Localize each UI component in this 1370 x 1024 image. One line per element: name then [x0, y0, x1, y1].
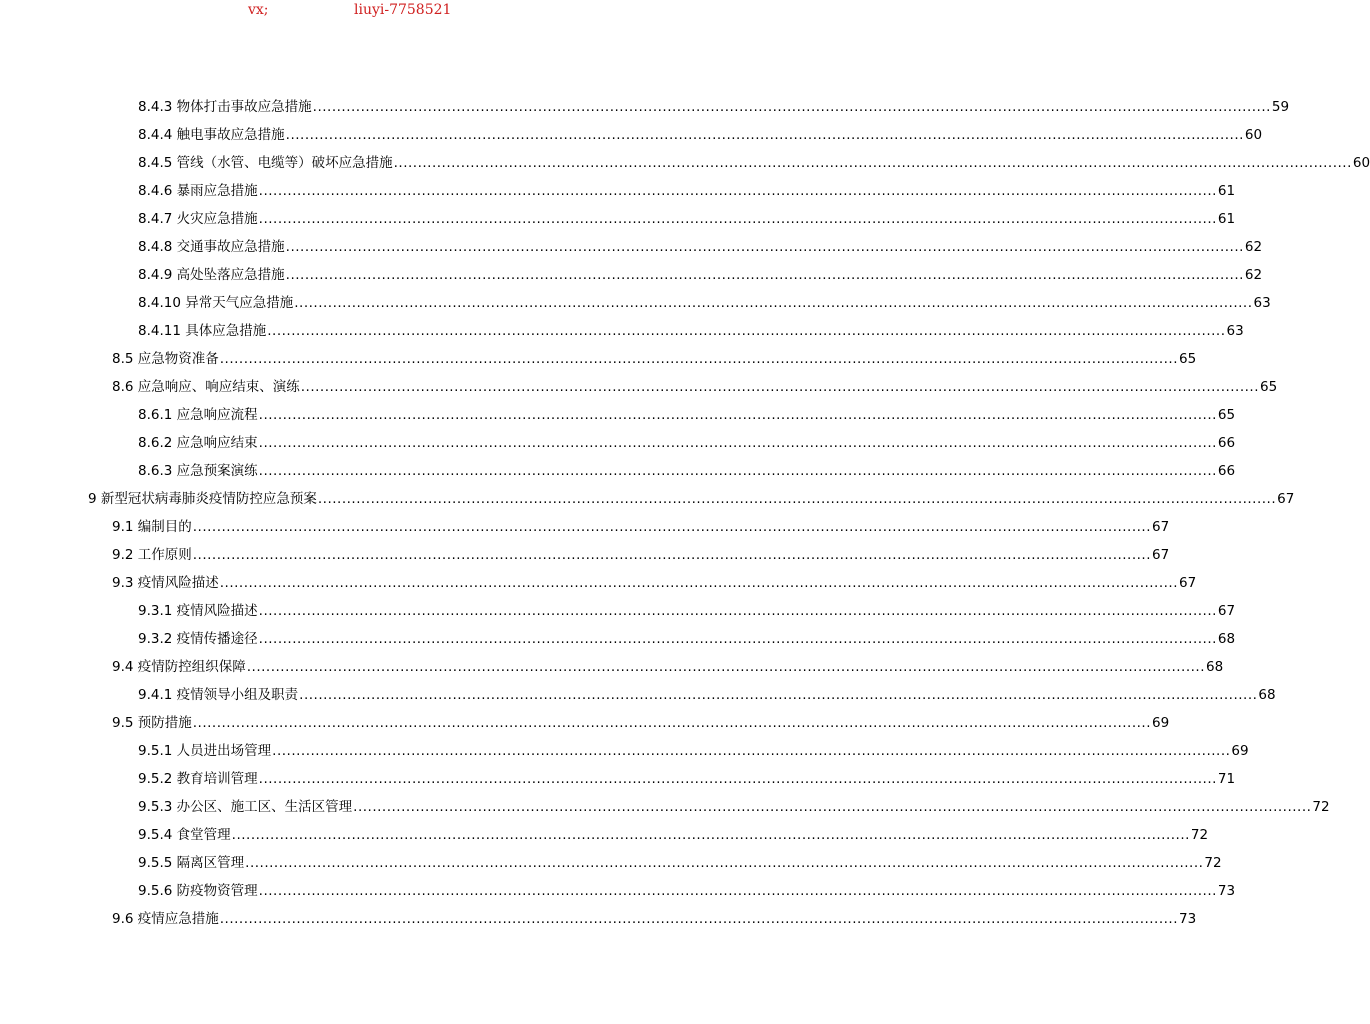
toc-dot-leader: ........................................................................................................................................................................................................	[246, 659, 1206, 675]
toc-dot-leader: ........................................................................................................................................................................................................	[258, 183, 1217, 199]
toc-entry-page-number: 62	[1244, 267, 1263, 283]
toc-entry-page-number: 67	[1152, 547, 1170, 563]
toc-entry-title: 8.6.2 应急响应结束	[138, 435, 258, 451]
toc-dot-leader: ........................................................................................................................................................................................................	[219, 351, 1179, 367]
toc-entry[interactable]	[0, 177, 1236, 205]
toc-entry-title: 9.1 编制目的	[112, 519, 192, 535]
toc-entry[interactable]	[0, 793, 1330, 821]
toc-entry[interactable]	[0, 597, 1236, 625]
toc-dot-leader: ........................................................................................................................................................................................................	[192, 519, 1152, 535]
toc-entry[interactable]	[0, 681, 1276, 709]
toc-dot-leader: ........................................................................................................................................................................................................	[267, 323, 1226, 339]
toc-dot-leader: ........................................................................................................................................................................................................	[258, 463, 1217, 479]
toc-dot-leader: ........................................................................................................................................................................................................	[299, 687, 1258, 703]
toc-entry[interactable]	[0, 233, 1263, 261]
toc-entry-page-number: 68	[1217, 631, 1236, 647]
toc-entry[interactable]	[0, 373, 1278, 401]
toc-entry-title: 9 新型冠状病毒肺炎疫情防控应急预案	[88, 491, 317, 507]
toc-entry-page-number: 66	[1217, 435, 1236, 451]
toc-dot-leader: ........................................................................................................................................................................................................	[285, 239, 1244, 255]
toc-entry-page-number: 72	[1190, 827, 1209, 843]
toc-entry[interactable]	[0, 261, 1263, 289]
toc-dot-leader: ........................................................................................................................................................................................................	[272, 743, 1231, 759]
toc-entry-title: 9.5.6 防疫物资管理	[138, 883, 258, 899]
toc-entry-page-number: 71	[1217, 771, 1236, 787]
toc-entry-title: 9.5 预防措施	[112, 715, 192, 731]
toc-entry[interactable]	[0, 905, 1197, 933]
toc-entry[interactable]	[0, 569, 1197, 597]
toc-entry[interactable]	[0, 877, 1236, 905]
toc-entry-page-number: 61	[1217, 211, 1236, 227]
toc-dot-leader: ........................................................................................................................................................................................................	[192, 547, 1152, 563]
toc-entry-title: 8.6 应急响应、响应结束、演练	[112, 379, 300, 395]
toc-dot-leader: ........................................................................................................................................................................................................	[285, 127, 1244, 143]
toc-entry-page-number: 62	[1244, 239, 1263, 255]
toc-entry-title: 8.4.8 交通事故应急措施	[138, 239, 285, 255]
toc-entry-page-number: 68	[1258, 687, 1276, 703]
toc-entry-page-number: 61	[1217, 183, 1236, 199]
toc-entry-title: 8.5 应急物资准备	[112, 351, 219, 367]
toc-entry[interactable]	[0, 317, 1244, 345]
toc-entry[interactable]	[0, 513, 1170, 541]
toc-entry-title: 8.4.11 具体应急措施	[138, 323, 267, 339]
toc-dot-leader: ........................................................................................................................................................................................................	[245, 855, 1204, 871]
toc-entry-page-number: 65	[1217, 407, 1236, 423]
toc-entry[interactable]	[0, 121, 1263, 149]
toc-dot-leader: ........................................................................................................................................................................................................	[294, 295, 1253, 311]
toc-entry-page-number: 63	[1226, 323, 1244, 339]
toc-entry[interactable]	[0, 429, 1236, 457]
toc-entry-title: 8.4.9 高处坠落应急措施	[138, 267, 285, 283]
toc-dot-leader: ........................................................................................................................................................................................................	[231, 827, 1190, 843]
toc-entry-page-number: 67	[1179, 575, 1197, 591]
toc-entry[interactable]	[0, 849, 1222, 877]
toc-entry-title: 9.5.5 隔离区管理	[138, 855, 245, 871]
toc-dot-leader: ........................................................................................................................................................................................................	[258, 631, 1217, 647]
toc-entry[interactable]	[0, 737, 1249, 765]
toc-entry[interactable]	[0, 205, 1236, 233]
toc-entry-title: 8.4.6 暴雨应急措施	[138, 183, 258, 199]
toc-entry[interactable]	[0, 765, 1236, 793]
toc-entry-page-number: 72	[1312, 799, 1330, 815]
toc-entry[interactable]	[0, 653, 1224, 681]
toc-dot-leader: ........................................................................................................................................................................................................	[285, 267, 1244, 283]
toc-entry-title: 8.6.3 应急预案演练	[138, 463, 258, 479]
toc-dot-leader: ........................................................................................................................................................................................................	[317, 491, 1277, 507]
table-of-contents	[0, 93, 1370, 933]
toc-entry-title: 9.5.4 食堂管理	[138, 827, 231, 843]
toc-entry[interactable]	[0, 457, 1236, 485]
toc-entry-title: 9.4 疫情防控组织保障	[112, 659, 246, 675]
watermark	[248, 0, 451, 20]
toc-entry[interactable]	[0, 709, 1170, 737]
toc-entry-page-number: 73	[1217, 883, 1236, 899]
toc-entry-page-number: 69	[1231, 743, 1249, 759]
toc-entry-title: 9.3.1 疫情风险描述	[138, 603, 258, 619]
toc-entry[interactable]	[0, 289, 1271, 317]
toc-entry-title: 9.5.2 教育培训管理	[138, 771, 258, 787]
toc-entry[interactable]	[0, 345, 1197, 373]
watermark-left: vx;	[248, 2, 269, 18]
toc-entry-page-number: 68	[1206, 659, 1224, 675]
toc-entry[interactable]	[0, 485, 1295, 513]
toc-entry[interactable]	[0, 821, 1209, 849]
toc-entry-title: 9.5.1 人员进出场管理	[138, 743, 272, 759]
toc-entry-page-number: 63	[1253, 295, 1271, 311]
toc-entry-title: 9.3.2 疫情传播途径	[138, 631, 258, 647]
toc-dot-leader: ........................................................................................................................................................................................................	[393, 155, 1352, 171]
toc-dot-leader: ........................................................................................................................................................................................................	[219, 575, 1179, 591]
toc-dot-leader: ........................................................................................................................................................................................................	[258, 883, 1217, 899]
toc-entry-page-number: 60	[1352, 155, 1370, 171]
toc-entry-title: 8.4.4 触电事故应急措施	[138, 127, 285, 143]
toc-entry[interactable]	[0, 149, 1370, 177]
toc-entry-page-number: 69	[1152, 715, 1170, 731]
toc-entry-title: 9.3 疫情风险描述	[112, 575, 219, 591]
toc-dot-leader: ........................................................................................................................................................................................................	[258, 211, 1217, 227]
toc-entry-page-number: 65	[1260, 379, 1278, 395]
toc-entry-page-number: 67	[1152, 519, 1170, 535]
toc-dot-leader: ........................................................................................................................................................................................................	[192, 715, 1152, 731]
toc-entry-page-number: 73	[1179, 911, 1197, 927]
toc-entry-page-number: 72	[1204, 855, 1222, 871]
toc-entry[interactable]	[0, 401, 1236, 429]
toc-entry-page-number: 65	[1179, 351, 1197, 367]
toc-entry-title: 9.5.3 办公区、施工区、生活区管理	[138, 799, 353, 815]
toc-entry-page-number: 67	[1217, 603, 1236, 619]
toc-entry-page-number: 60	[1244, 127, 1263, 143]
toc-dot-leader: ........................................................................................................................................................................................................	[300, 379, 1260, 395]
toc-entry-title: 8.6.1 应急响应流程	[138, 407, 258, 423]
toc-entry-title: 9.6 疫情应急措施	[112, 911, 219, 927]
toc-entry-title: 8.4.7 火灾应急措施	[138, 211, 258, 227]
toc-dot-leader: ........................................................................................................................................................................................................	[258, 771, 1217, 787]
toc-entry-page-number: 66	[1217, 463, 1236, 479]
toc-entry-title: 9.4.1 疫情领导小组及职责	[138, 687, 299, 703]
toc-entry[interactable]	[0, 93, 1290, 121]
watermark-right: liuyi-7758521	[354, 2, 452, 18]
toc-entry[interactable]	[0, 541, 1170, 569]
toc-dot-leader: ........................................................................................................................................................................................................	[219, 911, 1179, 927]
toc-dot-leader: ........................................................................................................................................................................................................	[258, 435, 1217, 451]
toc-entry-title: 8.4.3 物体打击事故应急措施	[138, 99, 312, 115]
toc-entry-page-number: 67	[1277, 491, 1295, 507]
toc-entry-title: 8.4.5 管线（水管、电缆等）破坏应急措施	[138, 155, 393, 171]
toc-dot-leader: ........................................................................................................................................................................................................	[258, 603, 1217, 619]
toc-entry-title: 8.4.10 异常天气应急措施	[138, 295, 294, 311]
toc-entry[interactable]	[0, 625, 1236, 653]
toc-entry-page-number: 59	[1271, 99, 1290, 115]
toc-dot-leader: ........................................................................................................................................................................................................	[353, 799, 1312, 815]
toc-dot-leader: ........................................................................................................................................................................................................	[312, 99, 1271, 115]
toc-dot-leader: ........................................................................................................................................................................................................	[258, 407, 1217, 423]
toc-entry-title: 9.2 工作原则	[112, 547, 192, 563]
